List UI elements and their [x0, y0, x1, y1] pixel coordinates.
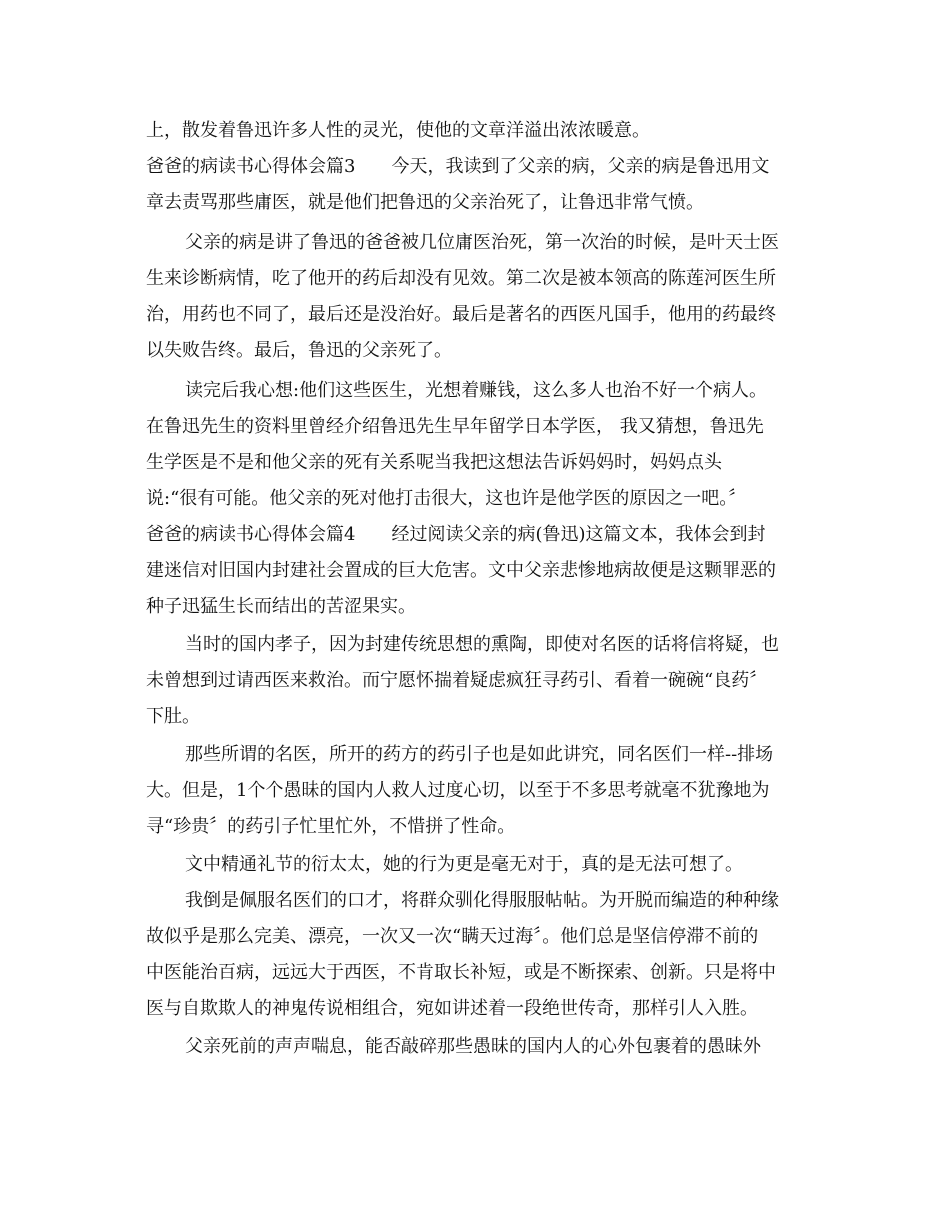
paragraph-first-line: 读完后我心想:他们这些医生，光想着赚钱，这么多人也治不好一个病人。: [185, 380, 768, 401]
text-line: 以失败告终。最后，鲁迅的父亲死了。: [146, 340, 452, 361]
text-line: 寻“珍贵〞的药引子忙里忙外，不惜拼了性命。: [146, 816, 516, 837]
paragraph-first-line: 文中精通礼节的衍太太，她的行为更是毫无对于，真的是无法可想了。: [185, 854, 743, 875]
paragraph-first-line: 我倒是佩服名医们的口才，将群众驯化得服服帖帖。为开脱而编造的种种缘: [185, 890, 779, 911]
text-line: 说:“很有可能。他父亲的死对他打击很大，这也许是他学医的原因之一吧。〞: [146, 488, 747, 509]
text-line: 治，用药也不同了，最后还是没治好。最后是著名的西医凡国手，他用的药最终: [146, 304, 776, 325]
text-line: 在鲁迅先生的资料里曾经介绍鲁迅先生早年留学日本学医， 我又猜想，鲁迅先: [146, 416, 764, 437]
text-line: 下肚。: [146, 706, 200, 727]
text-line: 故似乎是那么完美、漂亮，一次又一次“瞒天过海〞。他们总是坚信停滞不前的: [146, 926, 759, 947]
text-line: 章去责骂那些庸医，就是他们把鲁迅的父亲治死了，让鲁迅非常气愤。: [146, 192, 704, 213]
paragraph-first-line: 当时的国内孝子，因为封建传统思想的熏陶，即使对名医的话将信将疑，也: [185, 634, 779, 655]
paragraph-first-line: 父亲的病是讲了鲁迅的爸爸被几位庸医治死，第一次治的时候，是叶天士医: [185, 232, 779, 253]
text-line: 建迷信对旧国内封建社会置成的巨大危害。文中父亲悲惨地病故便是这颗罪恶的: [146, 560, 776, 581]
text-line: 大。但是，1个个愚昧的国内人救人过度心切，以至于不多思考就毫不犹豫地为: [146, 780, 770, 801]
text-line: 种子迅猛生长而结出的苦涩果实。: [146, 596, 416, 617]
text-line: 医与自欺欺人的神鬼传说相组合，宛如讲述着一段绝世传奇，那样引人入胜。: [146, 998, 758, 1019]
text-line: 上，散发着鲁迅许多人性的灵光，使他的文章洋溢出浓浓暖意。: [146, 120, 650, 141]
text-line: 未曾想到过请西医来救治。而宁愿怀揣着疑虑疯狂寻药引、看着一碗碗“良药〞: [146, 670, 768, 691]
text-line: 生来诊断病情，吃了他开的药后却没有见效。第二次是被本领高的陈莲河医生所: [146, 268, 776, 289]
text-line: 中医能治百病，远远大于西医，不肯取长补短，或是不断探索、创新。只是将中: [146, 962, 776, 983]
paragraph-first-line: 那些所谓的名医，所开的药方的药引子也是如此讲究，同名医们一样--排场: [185, 744, 774, 765]
text-line: 生学医是不是和他父亲的死有关系呢当我把这想法告诉妈妈时，妈妈点头: [146, 452, 722, 473]
section-heading-line: 爸爸的病读书心得体会篇3 今天，我读到了父亲的病，父亲的病是鲁迅用文: [146, 156, 770, 177]
paragraph-first-line: 父亲死前的声声喘息，能否敲碎那些愚昧的国内人的心外包裹着的愚昧外: [185, 1036, 761, 1057]
section-heading-line: 爸爸的病读书心得体会篇4 经过阅读父亲的病(鲁迅)这篇文本，我体会到封: [146, 524, 766, 545]
